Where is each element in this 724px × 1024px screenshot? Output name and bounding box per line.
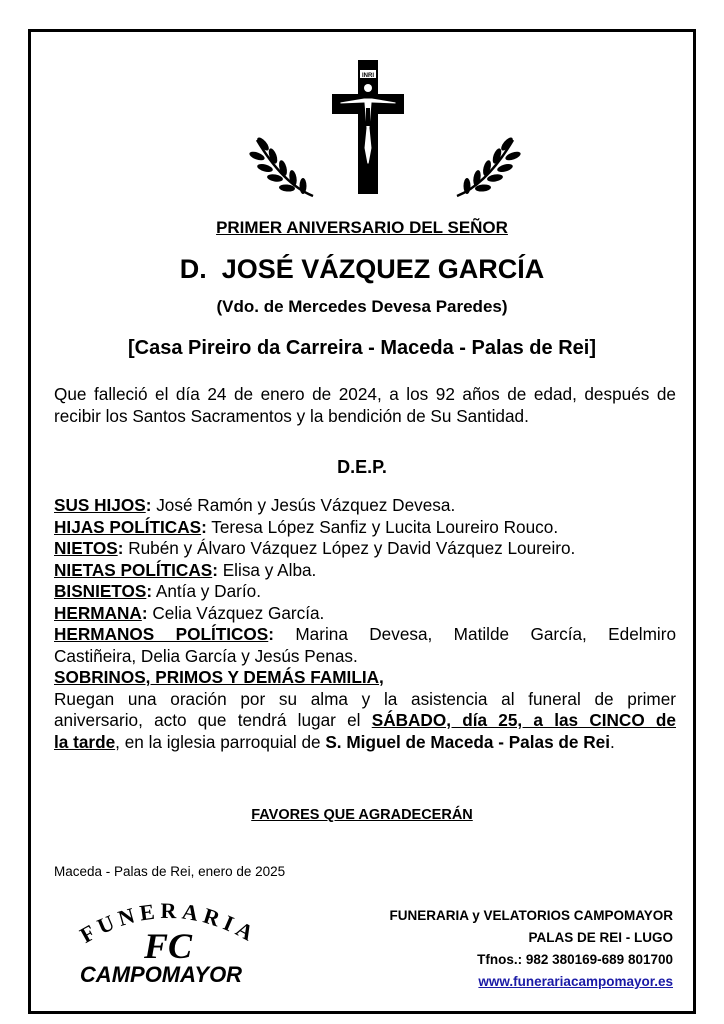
family-row: SUS HIJOS: José Ramón y Jesús Vázquez Devesa.	[54, 495, 456, 515]
ruegan-line-2	[54, 710, 676, 732]
anniversary-heading: PRIMER ANIVERSARIO DEL SEÑOR	[216, 218, 508, 237]
funeral-home-info	[389, 905, 673, 993]
obituary-frame	[28, 29, 696, 1014]
laurel-right-icon	[447, 122, 527, 202]
family-row: NIETAS POLÍTICAS: Elisa y Alba.	[54, 559, 317, 580]
funeral-place: S. Miguel de Maceda - Palas de Rei	[325, 731, 610, 752]
family-label: SUS HIJOS	[54, 495, 146, 515]
widower-of: (Vdo. de Mercedes Devesa Paredes)	[216, 297, 508, 316]
funeral-home-phones: Tfnos.: 982 380169-689 801700	[477, 952, 673, 967]
ruegan-end: .	[610, 731, 615, 752]
funeraria-logo	[53, 890, 283, 986]
family-names-cont: Castiñeira, Delia García y Jesús Penas.	[54, 645, 358, 666]
funeral-date: SÁBADO, día 25, a las CINCO de	[371, 710, 676, 730]
funeral-home-website-link[interactable]: www.funerariacampomayor.es	[478, 974, 673, 989]
logo-monogram: FC	[143, 926, 193, 966]
family-row-hermanos: HERMANOS POLÍTICOS: Marina Devesa, Matilde García, Edelmiro	[54, 624, 676, 644]
family-row: NIETOS: Rubén y Álvaro Vázquez López y David Vázquez Loureiro.	[54, 538, 576, 558]
house-location: [Casa Pireiro da Carreira - Maceda - Palas de Rei]	[128, 337, 596, 359]
deceased-name: D. JOSÉ VÁZQUEZ GARCÍA	[179, 254, 545, 284]
family-names: Marina Devesa, Matilde García, Edelmiro	[274, 624, 676, 644]
funeral-home-name: FUNERARIA y VELATORIOS CAMPOMAYOR	[389, 908, 673, 923]
family-list	[54, 495, 676, 753]
ruegan-line-1: Ruegan una oración por su alma y la asistencia al funeral de primer	[54, 688, 676, 709]
funeral-home-location: PALAS DE REI - LUGO	[528, 930, 673, 945]
family-names: José Ramón y Jesús Vázquez Devesa.	[151, 495, 456, 515]
inri-label: INRI	[362, 73, 374, 79]
logo-brand: CAMPOMAYOR	[79, 962, 243, 986]
family-label: HERMANOS POLÍTICOS	[54, 624, 269, 644]
family-names: Antía y Darío.	[152, 581, 261, 601]
sobrinos-label: SOBRINOS, PRIMOS Y DEMÁS FAMILIA	[54, 667, 380, 687]
family-label: HIJAS POLÍTICAS	[54, 516, 202, 537]
family-label: NIETAS POLÍTICAS	[54, 559, 213, 580]
family-label: HERMANA	[54, 602, 142, 623]
place-date: Maceda - Palas de Rei, enero de 2025	[54, 864, 286, 879]
laurel-left-icon	[243, 122, 323, 202]
family-label: BISNIETOS	[54, 581, 147, 601]
ruegan-line-3	[54, 732, 676, 754]
ruegan-text: aniversario, acto que tendrá lugar el	[54, 710, 372, 730]
favores-text: FAVORES QUE AGRADECERÁN	[251, 807, 473, 823]
family-label: NIETOS	[54, 538, 118, 558]
intro-paragraph: Que falleció el día 24 de enero de 2024, a los 92 años de edad, después de recibir los Santos Sacramentos y la bendición de Su Santidad.	[54, 384, 676, 426]
logo-arc-text: FUNERARIA	[75, 897, 263, 948]
family-row: HIJAS POLÍTICAS: Teresa López Sanfiz y Lucita Loureiro Rouco.	[54, 516, 559, 537]
dep-label: D.E.P.	[337, 457, 387, 477]
family-row: BISNIETOS: Antía y Darío.	[54, 581, 261, 601]
family-names: Rubén y Álvaro Vázquez López y David Vázquez Loureiro.	[123, 538, 576, 558]
family-row: HERMANA: Celia Vázquez García.	[54, 602, 325, 623]
family-names: Elisa y Alba.	[217, 559, 317, 580]
family-names: Teresa López Sanfiz y Lucita Loureiro Rouco.	[206, 516, 559, 537]
funeral-time: la tarde	[54, 731, 116, 752]
sobrinos-row: SOBRINOS, PRIMOS Y DEMÁS FAMILIA,	[54, 667, 384, 687]
family-names: Celia Vázquez García.	[147, 602, 325, 623]
ruegan-text: , en la iglesia parroquial de	[115, 731, 326, 752]
crucifix-icon	[328, 58, 408, 196]
